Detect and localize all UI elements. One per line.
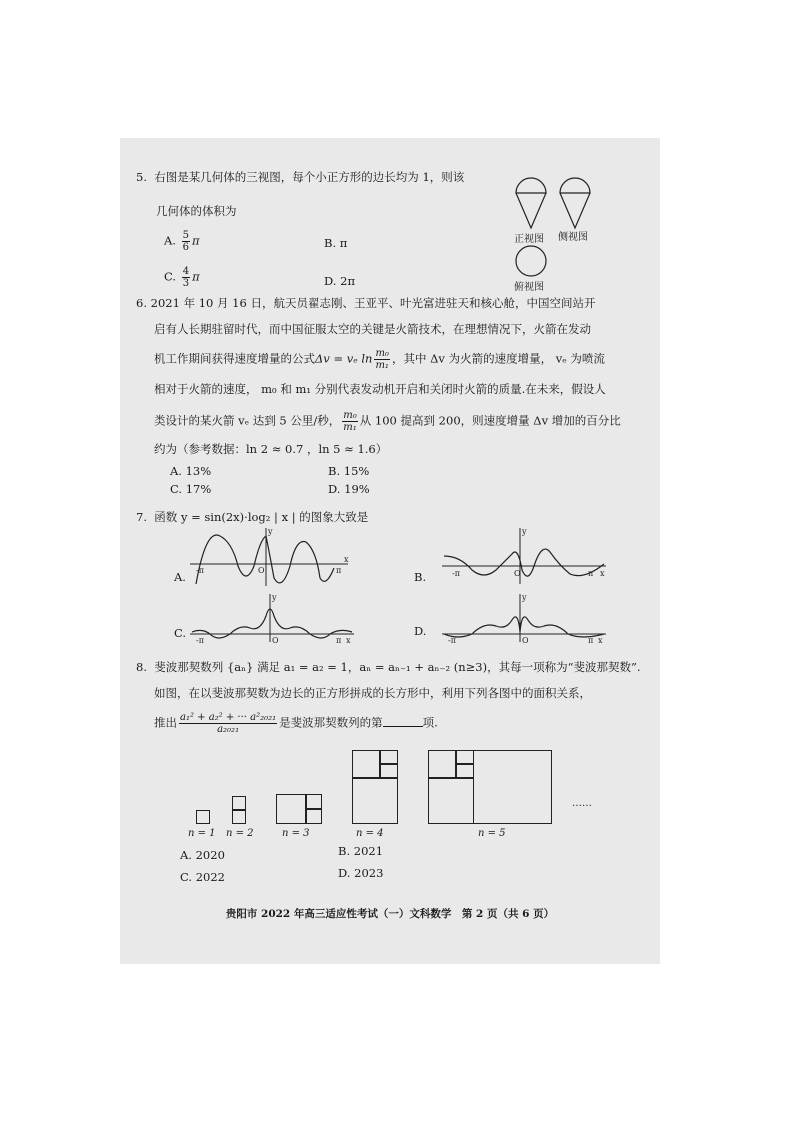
answer-blank [383,716,423,727]
fib-square-n4-big [352,778,398,824]
svg-text:x: x [346,636,351,645]
svg-text:x: x [600,569,605,578]
fib-square-n2-a [232,796,246,810]
q8-line3: 推出 $\frac{\text{a₁² + a₂² + ··· a²₂₀₂₁}}{\text{a₂₀₂₁}}$ 是斐波那契数列的第 项. [154,712,438,735]
q7-graph-a [186,526,356,588]
front-view-shape [516,178,546,228]
q6-line6: 约为（参考数据：ln 2 ≈ 0.7 ，ln 5 ≈ 1.6） [154,442,388,456]
front-view-label: 正视图 [514,234,544,245]
q6-line5: 类设计的某火箭 vₑ 达到 5 公里/秒， $\frac{\text{m₀}}{\text{m₁}}$ 从 100 提高到 200，则速度增量 Δv 增加的百分比 [154,410,621,433]
fib-square-n4-mid [352,750,380,778]
page-footer: 贵阳市 2022 年高三适应性考试（一）文科数学 第 2 页（共 6 页） [225,908,555,920]
q7-graph-d [438,592,614,646]
fib-label-n4: n = 4 [356,828,384,839]
q5-option-a: A. $\frac{5}{6}$ π [164,230,200,253]
q5-option-b: B. π [324,236,348,250]
q7-label-b: B. [414,570,427,584]
q7-graph-b [438,526,614,588]
svg-text:π: π [588,636,594,645]
q6-option-d: D. 19% [328,482,370,496]
fib-square-n5-b [456,764,474,778]
q8-line2: 如图，在以斐波那契数为边长的正方形拼成的长方形中，利用下列各图中的面积关系， [154,686,591,700]
svg-text:-π: -π [452,569,460,578]
q6-option-c: C. 17% [170,482,212,496]
svg-text:x: x [598,636,603,645]
q6-line3: 机工作期间获得速度增量的公式Δv = vₑ ln $\frac{\text{m₀}}{\text{m₁}}$ ，其中 Δv 为火箭的速度增量， vₑ 为喷流 [154,348,605,371]
q7-label-c: C. [174,626,187,640]
q8-option-c: C. 2022 [180,870,225,884]
side-view-label: 侧视图 [558,232,588,243]
q6-line1: 6. 2021 年 10 月 16 日，航天员翟志刚、王亚平、叶光富进驻天和核心舱，中国空间站开 [136,296,596,310]
svg-text:-π: -π [196,636,204,645]
fib-square-n5-mid [428,750,456,778]
fib-square-n5-big [428,778,474,824]
svg-text:-π: -π [448,636,456,645]
svg-text:y: y [268,527,273,536]
svg-text:y: y [522,593,527,602]
fib-square-n1 [196,810,210,824]
svg-text:O: O [258,566,265,575]
q8-option-d: D. 2023 [338,866,384,880]
q6-option-b: B. 15% [328,464,370,478]
svg-text:O: O [514,569,521,578]
q7-graph-c [186,592,362,646]
fib-label-n5: n = 5 [478,828,506,839]
fib-square-n4-a [380,750,398,764]
svg-text:π: π [336,566,342,575]
fib-square-n4-b [380,764,398,778]
q7-label-d: D. [414,624,427,638]
fib-square-n2-b [232,810,246,824]
svg-text:π: π [336,636,342,645]
fib-square-n3-b [306,809,322,824]
q8-line1: 8. 斐波那契数列 {aₙ} 满足 a₁ = a₂ = 1，aₙ = aₙ₋₁ + aₙ₋₂ (n≥3)，其每一项称为“斐波那契数”. [136,660,641,674]
q8-option-b: B. 2021 [338,844,384,858]
exam-page [120,138,660,964]
fib-label-n1: n = 1 [188,828,216,839]
fib-label-n3: n = 3 [282,828,310,839]
svg-text:O: O [272,636,279,645]
q5-option-c: C. $\frac{4}{3}$ π [164,266,200,289]
q8-option-a: A. 2020 [180,848,225,862]
fib-square-n5-a [456,750,474,764]
q7-label-a: A. [174,570,186,584]
svg-text:-π: -π [196,566,204,575]
fib-label-n2: n = 2 [226,828,254,839]
q5-stem-line1: 5. 右图是某几何体的三视图，每个小正方形的边长均为 1，则该 [136,170,465,184]
side-view-shape [560,178,590,228]
q5-stem-line2: 几何体的体积为 [156,204,237,218]
fib-ellipsis: …… [572,798,592,809]
fib-square-n3-big [276,794,306,824]
q7-stem: 7. 函数 y = sin(2x)·log₂ | x | 的图象大致是 [136,510,369,524]
svg-text:π: π [588,569,594,578]
top-view-shape [516,246,546,276]
q5-option-d: D. 2π [324,274,355,288]
svg-text:y: y [522,527,527,536]
svg-text:y: y [272,593,277,602]
q6-line4: 相对于火箭的速度， m₀ 和 m₁ 分别代表发动机开启和关闭时火箭的质量.在未来，假设人 [154,382,606,396]
fib-square-n3-a [306,794,322,809]
q6-line2: 启有人长期驻留时代，而中国征服太空的关键是火箭技术，在理想情况下，火箭在发动 [154,322,591,336]
q6-option-a: A. 13% [170,464,212,478]
svg-text:O: O [522,636,529,645]
svg-text:x: x [344,555,349,564]
top-view-label: 俯视图 [514,282,544,293]
